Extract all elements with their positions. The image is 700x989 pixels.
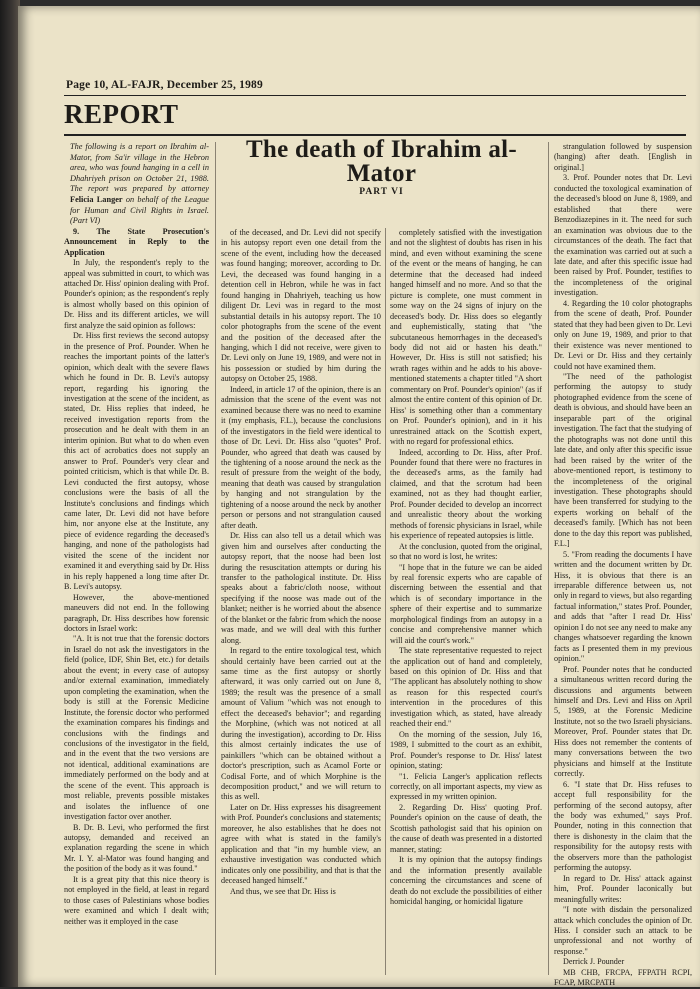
column-divider <box>215 142 216 975</box>
column-2 <box>221 228 381 975</box>
paragraph: B. Dr. B. Levi, who performed the first autopsy, demanded and received an explanation regarding the scene in which Mr. I. Y. al-Mator was found hanging and the position of the body as it was found." <box>64 822 209 874</box>
paragraph: 3. Prof. Pounder notes that Dr. Levi conducted the toxological examination of the deceased's blood on June 8, 1989, and established that there were Benzodiazepines in it. The need for such an examination was obvious due to the circumstances of the death. The fact that the examination was carried out at such a late date, and after this specific issue had been raised by Prof. Pounder, testifies to the incompleteness of the original investigation. <box>554 173 692 298</box>
article-headline-block <box>221 138 542 197</box>
paragraph: 2. Regarding Dr. Hiss' quoting Prof. Pounder's opinion on the cause of death, the Scottish pathologist said that his opinion on the cause of death was presented in a distorted manner, stating: <box>390 802 542 854</box>
column-4 <box>554 142 692 988</box>
paragraph: In regard to Dr. Hiss' attack against him, Prof. Pounder laconically but meaningfully writes: <box>554 873 692 904</box>
column-3 <box>390 228 542 975</box>
subheading: 9. The State Prosecution's Announcement in Reply to the Application <box>64 226 209 257</box>
paragraph: Later on Dr. Hiss expresses his disagreement with Prof. Pounder's conclusions and statements; moreover, he also establishes that he does not agree with what is stated in the family's application and that "in my humble view, an exhaustive investigation was conducted which indicates only one possibility, and that is that the deceased hanged himself." <box>221 802 381 886</box>
column-1 <box>64 142 209 975</box>
paragraph: It is my opinion that the autopsy findings and the information presently available concerning the circumstances and scene of death do not exclude the possibilities of either homicidal hanging, or homicidal ligature <box>390 855 542 906</box>
column-divider <box>548 142 549 975</box>
paragraph: Dr. Hiss can also tell us a detail which was given him and ourselves after conducting the autopsy report, that the noose had been lost during the resuscitation attempts or during his transfer to the pathological institute. Dr. Hiss speaks about a fabric/cloth noose, without specifying if the noose was made out of the blanket; neither is he worried about the absence of the blanket or the fabric from which the noose was made, and we will deal with this further along. <box>221 531 381 645</box>
book-binding <box>0 0 20 987</box>
paragraph: "I note with disdain the personalized attack which concludes the opinion of Dr. Hiss. I consider such an attack to be unprofessional and not worthy of response." <box>554 905 692 956</box>
paragraph: strangulation followed by suspension (hanging) after death. [English in original.] <box>554 142 692 172</box>
paragraph: 6. "I state that Dr. Hiss refuses to accept full responsibility for the performing of the second autopsy, after the body was exhumed," says Prof. Pounder, noting in this connection that there is dishonesty in the claim that the responsibility for the autopsy rests with the observers more than the pathologist performing the autopsy. <box>554 779 692 873</box>
article-headline: The death of Ibrahim al-Mator <box>245 136 518 187</box>
paragraph: "I hope that in the future we can be aided by real forensic experts who are capable of discerning between the essential and that which is of secondary importance in the sphere of their expertise and to summarize morphological findings from an autopsy in a concise and comprehensive manner which will aid the court's work." <box>390 562 542 645</box>
article-lead: The following is a report on Ibrahim al-Mator, from Sa'ir village in the Hebron area, who was found hanging in a cell in Dhahriyeh prison on October 21, 1988. The report was prepared by attorney Felicia Langer on behalf of the League for Human and Civil Rights in Israel. (Part VI) <box>70 142 209 226</box>
paragraph: The state representative requested to reject the application out of hand and completely, based on this opinion of Dr. Hiss and that "The applicant has absolutely nothing to show as reason for this respected court's intervention in the procedures of this investigation which, as stated, have already reached their end." <box>390 646 542 729</box>
paragraph: On the morning of the session, July 16, 1989, I submitted to the court as an exhibit, Prof. Pounder's response to Dr. Hiss' latest opinion, stating: <box>390 729 542 771</box>
paragraph: And thus, we see that Dr. Hiss is <box>230 886 336 896</box>
paragraph: Indeed, in article 17 of the opinion, there is an admission that the scene of the event was not examined because there was no need to examine it (my emphasis, F.L.), because the conclusions of the investigators in the field were identical to those of Dr. Levi. Dr. Hiss also "quotes" Prof. Pounder, who agreed that death was caused by the tightening of a noose around the neck as the result of pressure from the weight of the body, meaning that death was caused by strangulation by hanging and not strangulation by the tightening of a noose around the neck by another person or persons and not strangulation caused after death. <box>221 384 381 530</box>
paragraph: "A. It is not true that the forensic doctors in Israel do not ask the investigators in the field (police, IDF, Shin Bet, etc.) for details about the event; in every case of autopsy and/or external examination, immediately upon completing the examination, when the body is still at the Forensic Medicine Institute, the forensic doctor who performed the examination compares his findings and conclusions with the findings and conclusions of the investigator in the field, and in the event that the two versions are not identical, additional examinations are immediately performed on the body and at the scene of the event. This approach is most reliable, prevents possible mistakes and isolates the influence of one investigation factor over another. <box>64 634 209 822</box>
paragraph: Prof. Pounder notes that he conducted a simultaneous written record during the discussions and arguments between himself and Drs. Levi and Hiss on April 5, 1989, at the Forensic Medicine Institute, not so the two Israeli physicians. Moreover, Prof. Pounder states that Dr. Hiss does not remember the contents of many conversations between the two physicians and himself at the Institute correctly. <box>554 664 692 779</box>
column-divider <box>385 228 386 975</box>
paragraph: In July, the respondent's reply to the appeal was submitted in court, to which was attached Dr. Hiss' opinion dealing with Prof. Pounder's opinion; as the respondent's reply is almost wholly based on this opinion of Dr. Hiss and its different articles, we will first analyze the said opinion as follows: <box>64 258 209 330</box>
paragraph: In regard to the entire toxological test, which should certainly have been carried out at the same time as the first autopsy or shortly afterward, it was only carried out on June 8, 1989; the result was the presence of a small amount of Valium "which was not enough to effect the deceased's behavior"; and regarding the Morphine, (which was not noticed at all during the investigation), according to Dr. Hiss this almost certainly indicates the use of painkillers "which can be obtained without a doctor's prescription, such as Acamol Forte or Codisal Forte, and of which Morphine is the decomposition product," and we will return to this as well. <box>221 646 381 802</box>
paragraph: "The need of the pathologist performing the autopsy to study photographed evidence from the scene of death is obvious, and should have been an inseparable part of the original investigation. The fact that the studying of the photographs was not done until this late date, and only after this specific issue had been raised by the writer of the above-mentioned report, is testimony to the incompleteness of the original investigation. These photographs should have been transferred for studying to the experts working on behalf of the deceased's family. [Which has not been done to the day this report was published, F.L.] <box>554 371 692 549</box>
paragraph: However, the above-mentioned maneuvers did not end. In the following paragraph, Dr. Hiss describes how forensic doctors in Israel work: <box>64 592 209 633</box>
paragraph: It is a great pity that this nice theory is not employed in the field, at least in regard to those cases of Palestinians whose bodies were examined and which I dealt with; neither was it employed in the case <box>64 874 209 926</box>
paragraph: 4. Regarding the 10 color photographs from the scene of death, Prof. Pounder stated that they had been given to Dr. Levi only on June 19, 1989, and prior to that their existence was never mentioned to Dr. Levi or Dr. Hiss and they certainly could not have examined them. <box>554 298 692 371</box>
paragraph: completely satisfied with the investigation and not the slightest of doubts has risen in his mind, and even without examining the scene of the event or the means of hanging, he can determine that the deceased had indeed hanged himself and no more. And so that the picture is complete, one must comment in some way on the 24 signs of injury on the deceased's body. Dr. Hiss does so elegantly and euphemistically, stating that "the subcutaneous hemorrhages in the deceased's body did not aid or hasten his death." However, Dr. Hiss is still not satisfied; his wrath rages within and he adds to his above-mentioned statements a chapter titled "A short commentary on Prof. Pounder's opinion" (as if almost the entire content of this opinion of Dr. Hiss' is something other than a commentary on Prof. Pounder's opinion), and in it his unrestrained attack on the Scottish expert, with no regard for professional ethics. <box>390 228 542 447</box>
paragraph: 5. "From reading the documents I have written and the document written by Dr. Hiss, it is obvious that there is an irreparable difference between us, not only in regard to views, but also regarding factual information," states Prof. Pounder, and adds that "after I read Dr. Hiss' opinion I do not see any need to make any changes whatsoever regarding the known facts as I presented them in my previous opinion." <box>554 549 692 664</box>
newspaper-page <box>18 6 700 987</box>
folio-rule <box>64 95 686 96</box>
paragraph: "1. Felicia Langer's application reflects correctly, on all important aspects, my view as expressed in my written opinion. <box>390 771 542 802</box>
article-part: PART VI <box>359 187 404 197</box>
paragraph: Indeed, according to Dr. Hiss, after Prof. Pounder found that there were no fractures in the deceased's arms, as the family had claimed, and that the scrotum had been examined, not as they had thought earlier, Prof. Pounder decided to develop an incorrect and unrealistic theory about the working methods of forensic physicians in Israel, while his experience of repeated autopsies is little. <box>390 447 542 541</box>
paragraph: Dr. Hiss first reviews the second autopsy in the presence of Prof. Pounder. When he reaches the important points of the latter's opinion, which dealt with the severe flaws which he found in Dr. B. Levi's autopsy report, regarding his ignoring the investigation at the scene of the incident, as stated, Dr. Hiss replies that indeed, he received investigation reports from the prosecution and he dealt with them in an interim opinion. But what to do when even this act of acrobatics does not supply an answer to Prof. Pounder's very clear and pointed criticism, which is that while Dr. B. Levi conducted the first autopsy, whose conclusions were the basis of all the Institute's conclusions and findings which came later, Dr. Levi did not have before him, nor anyone else at the Institute, any piece of evidence regarding the deceased's hanging, and none of the pathologists had visited the scene of the incident nor examined it and everything said by Dr. Hiss in his reply happened a long time after Dr. B. Levi's autopsy. <box>64 331 209 592</box>
section-title: REPORT <box>64 99 179 129</box>
signature-credentials: MB CHB, FRCPA, FFPATH RCPI, FCAP, MRCPATH <box>554 967 692 988</box>
signature-name: Derrick J. Pounder <box>563 957 625 967</box>
paragraph: At the conclusion, quoted from the original, so that no word is lost, he writes: <box>390 541 542 562</box>
paragraph: of the deceased, and Dr. Levi did not specify in his autopsy report even one detail from the scene of the event, including how the deceased was found hanging; moreover, according to Dr. Levi, the deceased was found hanging in a detention cell in Hebron, while he was in fact found hanging in Dhahriyeh, teaching us how diligent Dr. Levi was in regard to the most substantial details in his autopsy report. The 10 color photographs from the scene of the event and the position of the deceased after the hanging, which I did not receive, were given to Dr. Levi only on June 19, 1989, and were not in his possession or studied by him during the autopsy on October 25, 1988. <box>221 228 381 384</box>
page-folio: Page 10, AL-FAJR, December 25, 1989 <box>66 79 263 91</box>
